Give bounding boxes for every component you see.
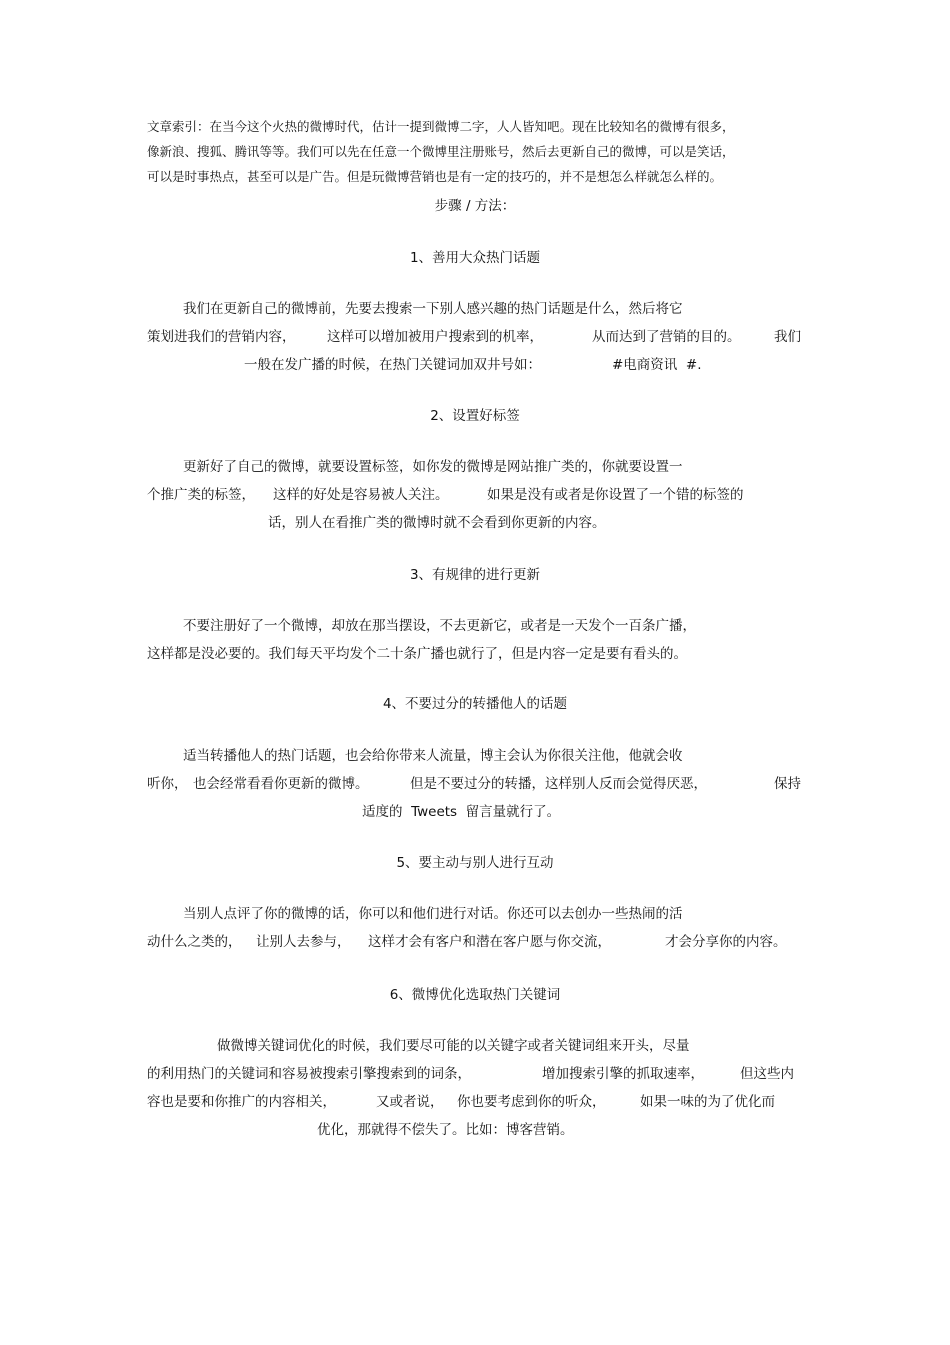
paragraph-text: 个推广类的标签， [147, 487, 255, 503]
paragraph-text: 我们在更新自己的微博前，先要去搜索一下别人感兴趣的热门话题是什么，然后将它 [183, 301, 683, 317]
paragraph-text: 才会分享你的内容。 [665, 934, 787, 950]
paragraph-text: 这样才会有客户和潜在客户愿与你交流， [368, 934, 611, 950]
paragraph-text: 保持 [774, 776, 801, 792]
section-title: 3、有规律的进行更新 [409, 567, 541, 583]
section-title: 5、要主动与别人进行互动 [396, 855, 554, 871]
intro-line: 像新浪、搜狐、腾讯等等。我们可以先在任意一个微博里注册账号，然后去更新自己的微博，可以是笑话， [147, 144, 735, 159]
paragraph-text: 当别人点评了你的微博的话，你可以和他们进行对话。你还可以去创办一些热闹的活 [183, 906, 683, 922]
paragraph-text: 让别人去参与， [256, 934, 351, 950]
paragraph-text: 适当转播他人的热门话题，也会给你带来人流量，博主会认为你很关注他，他就会收 [183, 748, 683, 764]
paragraph-text: 优化，那就得不偿失了。比如：博客营销。 [317, 1122, 574, 1138]
paragraph-text: 从而达到了营销的目的。 [592, 329, 741, 345]
paragraph-text: 如果一味的为了优化而 [640, 1094, 775, 1110]
paragraph-text: 话，别人在看推广类的微博时就不会看到你更新的内容。 [268, 515, 606, 531]
section-title: 2、设置好标签 [430, 408, 520, 424]
paragraph-text: 但是不要过分的转播，这样别人反而会觉得厌恶， [410, 776, 707, 792]
paragraph-text: 我们 [774, 329, 801, 345]
intro-line: 可以是时事热点，甚至可以是广告。但是玩微博营销也是有一定的技巧的，并不是想怎么样就怎么样的。 [147, 169, 723, 184]
paragraph-text: 又或者说， [376, 1094, 444, 1110]
steps-heading: 步骤 / 方法： [434, 198, 516, 214]
paragraph-text: 做微博关键词优化的时候，我们要尽可能的以关键字或者关键词组来开头，尽量 [217, 1038, 690, 1054]
paragraph-text: 这样都是没必要的。我们每天平均发个二十条广播也就行了，但是内容一定是要有看头的。 [147, 646, 687, 662]
paragraph-text: 也会经常看看你更新的微博。 [193, 776, 369, 792]
paragraph-text: 的利用热门的关键词和容易被搜索引擎搜索到的词条， [147, 1066, 471, 1082]
paragraph-text: 更新好了自己的微博，就要设置标签，如你发的微博是网站推广类的，你就要设置一 [183, 459, 683, 475]
paragraph-text: 动什么之类的， [147, 934, 242, 950]
intro-line: 文章索引：在当今这个火热的微博时代，估计一提到微博二字，人人皆知吧。现在比较知名的微博有很多， [147, 119, 735, 134]
paragraph-text: 容也是要和你推广的内容相关， [147, 1094, 336, 1110]
section-title: 4、不要过分的转播他人的话题 [382, 696, 568, 712]
paragraph-text: 这样可以增加被用户搜索到的机率， [327, 329, 543, 345]
paragraph-text: 这样的好处是容易被人关注。 [273, 487, 449, 503]
paragraph-text: 一般在发广播的时候，在热门关键词加双井号如： [244, 357, 541, 373]
paragraph-text: 增加搜索引擎的抓取速率， [542, 1066, 704, 1082]
paragraph-text: #电商资讯 #. [612, 357, 702, 373]
paragraph-text: 不要注册好了一个微博，却放在那当摆设，不去更新它，或者是一天发个一百条广播， [183, 618, 696, 634]
section-title: 6、微博优化选取热门关键词 [389, 987, 561, 1003]
paragraph-text: 策划进我们的营销内容， [147, 329, 296, 345]
paragraph-text: 如果是没有或者是你设置了一个错的标签的 [487, 487, 744, 503]
paragraph-text: 但这些内 [740, 1066, 794, 1082]
section-title: 1、善用大众热门话题 [409, 250, 541, 266]
paragraph-text: 适度的 Tweets 留言量就行了。 [362, 804, 561, 820]
paragraph-text: 听你， [147, 776, 188, 792]
paragraph-text: 你也要考虑到你的听众， [457, 1094, 606, 1110]
